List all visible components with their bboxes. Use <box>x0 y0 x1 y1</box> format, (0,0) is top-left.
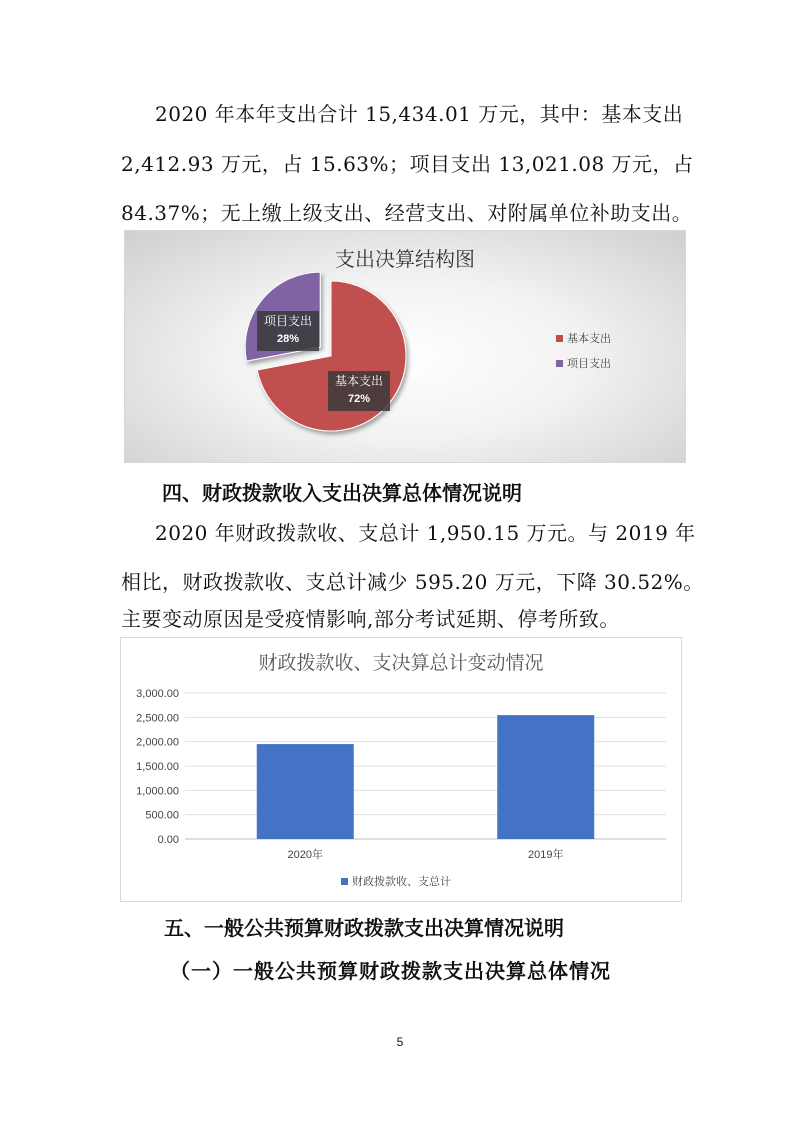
bar-legend-label: 财政拨款收、支总计 <box>352 876 451 888</box>
pie-label-project-name: 项目支出 <box>263 314 313 328</box>
pie-chart-title: 支出决算结构图 <box>335 247 475 271</box>
legend-swatch-basic <box>556 335 563 342</box>
section-4-heading: 四、财政拨款收入支出决算总体情况说明 <box>162 481 522 505</box>
y-tick-label: 2,500.00 <box>136 712 179 725</box>
pie-chart-canvas <box>125 231 685 462</box>
section-4-line-2: 相比，财政拨款收、支总计减少 595.20 万元，下降 30.52%。 <box>121 570 704 594</box>
pie-label-project <box>257 311 319 351</box>
y-tick-label: 500.00 <box>145 809 179 822</box>
pie-label-project-value: 28% <box>276 333 300 345</box>
bar-chart-title: 财政拨款收、支决算总计变动情况 <box>258 652 544 674</box>
funding-change-bar-chart <box>120 637 682 902</box>
bar-chart-canvas <box>121 638 681 901</box>
legend-label-project: 项目支出 <box>567 358 611 370</box>
bar-legend-swatch <box>341 878 348 885</box>
y-tick-label: 1,500.00 <box>136 761 179 773</box>
pie-label-basic-name: 基本支出 <box>334 374 384 388</box>
x-tick-label: 2020年 <box>287 849 323 861</box>
y-tick-label: 2,000.00 <box>136 736 179 749</box>
y-tick-label: 0.00 <box>157 834 179 846</box>
section-4-line-1: 2020 年财政拨款收、支总计 1,950.15 万元。与 2019 年 <box>155 521 696 545</box>
pie-legend <box>556 331 611 370</box>
pie-label-basic <box>328 371 390 411</box>
bar-1 <box>497 715 594 839</box>
paragraph-1-line-3: 84.37%；无上缴上级支出、经营支出、对附属单位补助支出。 <box>121 201 693 225</box>
expenditure-structure-pie-chart <box>124 230 686 463</box>
bar-0 <box>257 744 354 839</box>
section-5-subheading: （一）一般公共预算财政拨款支出决算总体情况 <box>170 959 611 983</box>
pie-label-basic-value: 72% <box>347 393 371 405</box>
legend-label-basic: 基本支出 <box>567 333 611 345</box>
x-tick-label: 2019年 <box>528 849 564 861</box>
page-number: 5 <box>396 1035 404 1049</box>
y-tick-label: 1,000.00 <box>136 785 179 798</box>
y-tick-label: 3,000.00 <box>136 688 179 700</box>
paragraph-1-line-2: 2,412.93 万元，占 15.63%；项目支出 13,021.08 万元，占 <box>121 152 694 176</box>
paragraph-1-line-1: 2020 年本年支出合计 15,434.01 万元，其中：基本支出 <box>155 102 684 126</box>
section-5-heading: 五、一般公共预算财政拨款支出决算情况说明 <box>164 916 564 940</box>
legend-swatch-project <box>556 360 563 367</box>
section-4-line-3: 主要变动原因是受疫情影响,部分考试延期、停考所致。 <box>121 607 620 631</box>
